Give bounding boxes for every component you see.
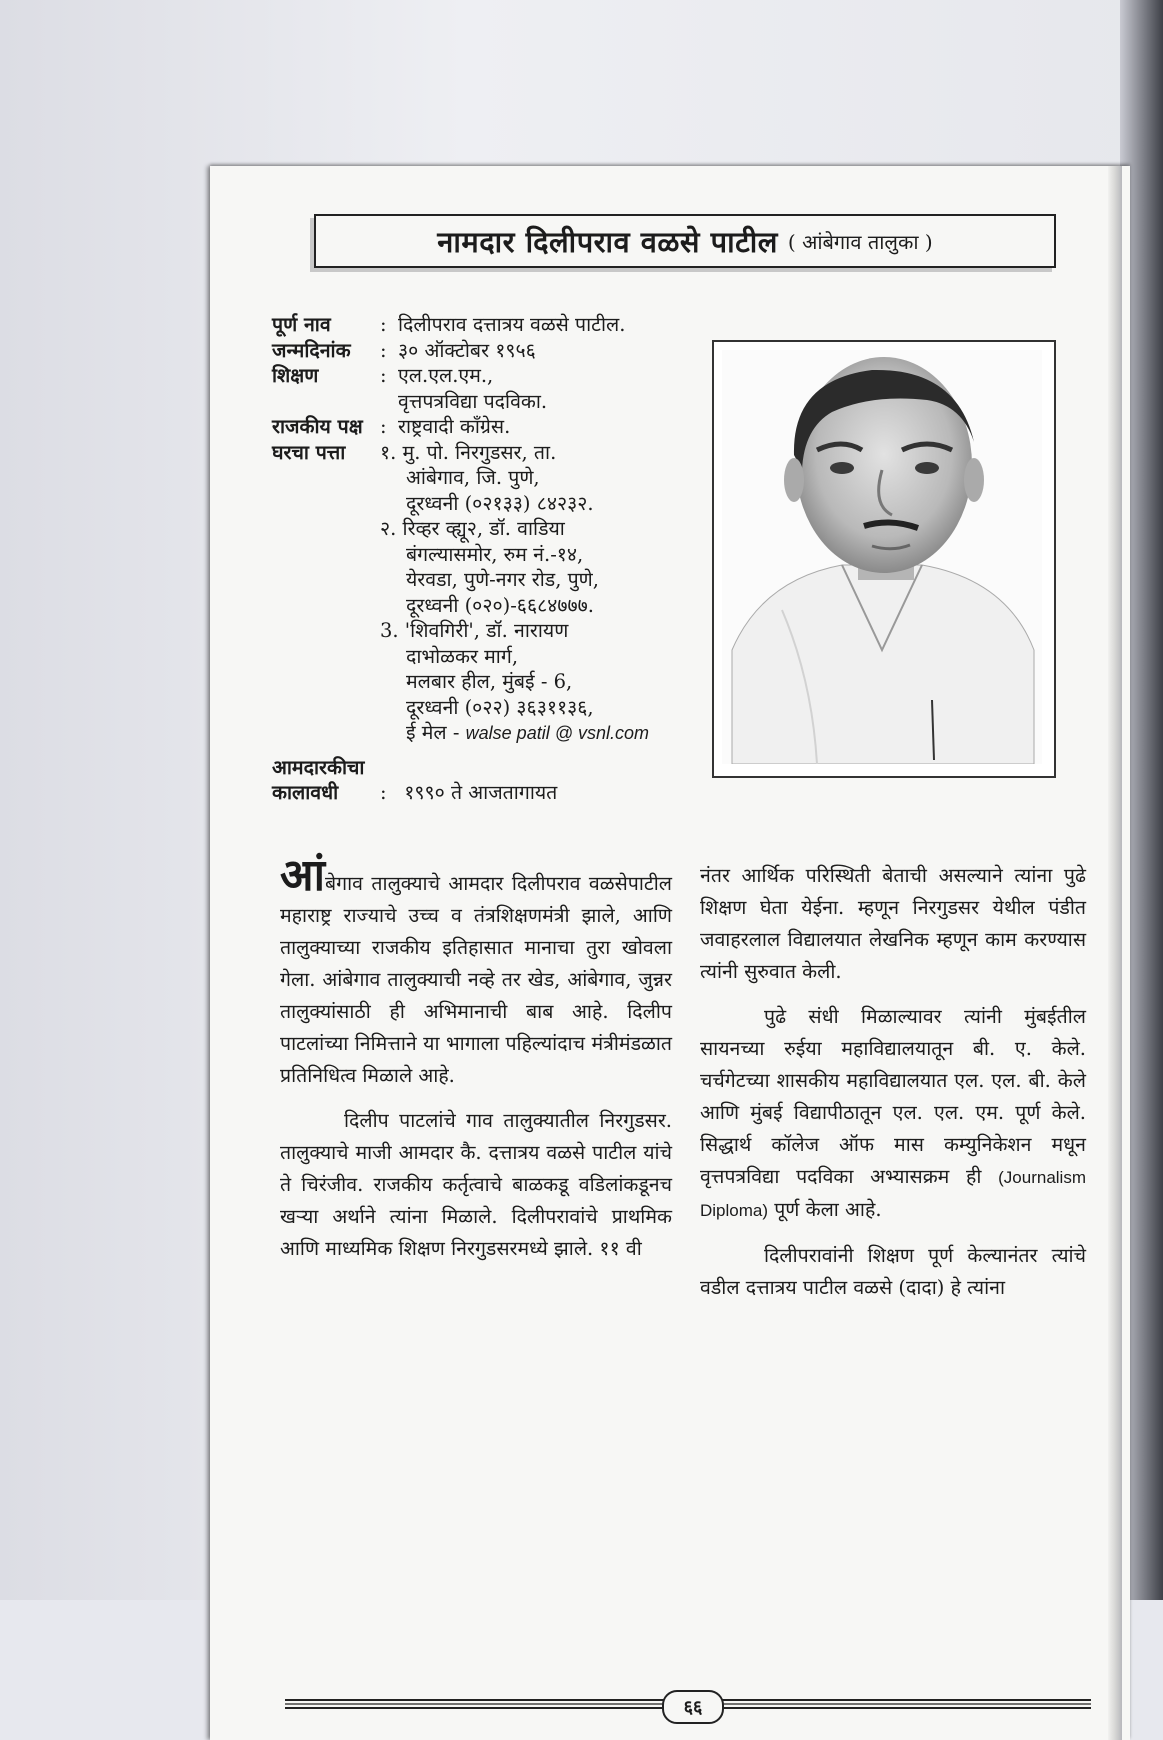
full-name-label: पूर्ण नाव bbox=[272, 313, 331, 336]
education-line-1: एल.एल.एम., bbox=[398, 364, 494, 387]
tenure-label-2: कालावधी bbox=[272, 781, 339, 804]
tenure-label-1: आमदारकीचा bbox=[272, 755, 365, 779]
address-line: मलबार हील, मुंबई - 6, bbox=[406, 670, 573, 693]
page-edge bbox=[1108, 166, 1122, 1740]
full-name-value: दिलीपराव दत्तात्रय वळसे पाटील. bbox=[398, 313, 626, 336]
page-number: ६६ bbox=[662, 1690, 724, 1724]
education-row: शिक्षण : एल.एल.एम., वृत्तपत्रविद्या पदविका. bbox=[272, 363, 712, 414]
address-label: घरचा पत्ता bbox=[272, 440, 346, 464]
birth-date-value: ३० ऑक्टोबर १९५६ bbox=[398, 338, 536, 362]
article-paragraph-5: दिलीपरावांनी शिक्षण पूर्ण केल्यानंतर त्यांचे वडील दत्तात्रय पाटील वळसे (दादा) हे त्यांना bbox=[700, 1244, 1086, 1299]
address-line: १. मु. पो. निरगुडसर, ता. bbox=[380, 440, 557, 464]
article-paragraph-4: पुढे संधी मिळाल्यावर त्यांनी मुंबईतील सायनच्या रुईया महाविद्यालयातून बी. ए. केले. चर्चगेटच्या शासकीय महाविद्यालयात एल. एल. बी. केले आणि मुंबई विद्यापीठातून एल. एल. एम. पूर्ण केले. सिद्धार्थ कॉलेज ऑफ मास कम्युनिकेशन मधून वृत्तपत्रविद्या पदविका अभ्यासक्रम ही (Journalism Diploma) पूर्ण केला आहे. bbox=[700, 1005, 1086, 1221]
birth-date-row: जन्मदिनांक : ३० ऑक्टोबर १९५६ bbox=[272, 338, 712, 364]
party-label: राजकीय पक्ष bbox=[272, 415, 363, 438]
address-line: येरवडा, पुणे-नगर रोड, पुणे, bbox=[406, 568, 599, 591]
tenure-row: आमदारकीचा कालावधी : १९९० ते आजतागायत bbox=[272, 755, 558, 804]
party-row: राजकीय पक्ष : राष्ट्रवादी काँग्रेस. bbox=[272, 414, 712, 440]
article-column-left bbox=[280, 850, 672, 1278]
article-paragraph-3: नंतर आर्थिक परिस्थिती बेताची असल्याने त्यांना पुढे शिक्षण घेता येईना. म्हणून निरगुडसर येथील पंडीत जवाहरलाल विद्यालयात लेखनिक म्हणून काम करण्यास त्यांनी सुरुवात केली. bbox=[700, 864, 1086, 983]
address-line: २. रिव्हर व्ह्यू२, डॉ. वाडिया bbox=[380, 517, 565, 540]
email-line bbox=[380, 720, 712, 747]
article-column-right bbox=[700, 860, 1086, 1317]
portrait-photo bbox=[712, 340, 1056, 778]
education-label: शिक्षण bbox=[272, 364, 319, 387]
tenure-value: १९९० ते आजतागायत bbox=[404, 780, 558, 804]
address-line: दूरध्वनी (०२०)-६६८४७७७. bbox=[406, 593, 594, 617]
education-line-2: वृत्तपत्रविद्या पदविका. bbox=[398, 389, 548, 413]
full-name-row: पूर्ण नाव : दिलीपराव दत्तात्रय वळसे पाटील. bbox=[272, 312, 712, 338]
address-line: दूरध्वनी (०२२) ३६३११३६, bbox=[406, 695, 594, 719]
address-line: 3. 'शिवगिरी', डॉ. नारायण bbox=[380, 619, 569, 642]
page-subtitle: ( आंबेगाव तालुका ) bbox=[787, 229, 933, 254]
address-line: आंबेगाव, जि. पुणे, bbox=[406, 466, 540, 489]
address-line: बंगल्यासमोर, रुम नं.-१४, bbox=[406, 542, 584, 566]
article-paragraph-2: दिलीप पाटलांचे गाव तालुक्यातील निरगुडसर. तालुक्याचे माजी आमदार कै. दत्तात्रय वळसे पाटील यांचे ते चिरंजीव. राजकीय कर्तृत्वाचे बाळकडू वडिलांकडूनच खऱ्या अर्थाने त्यांना मिळाले. दिलीपरावांचे प्राथमिक आणि माध्यमिक शिक्षण निरगुडसरमध्ये झाले. ११ वी bbox=[280, 1109, 672, 1260]
article-paragraph-1: आंबेगाव तालुक्याचे आमदार दिलीपराव वळसेपाटील महाराष्ट्र राज्याचे उच्च व तंत्रशिक्षणमंत्री झाले, आणि तालुक्याच्या राजकीय इतिहासात मानाचा तुरा खोवला गेला. आंबेगाव तालुक्याची नव्हे तर खेड, आंबेगाव, जुन्नर तालुक्यांसाठी ही अभिमानाची बाब आहे. दिलीप पाटलांच्या निमित्ताने या भागाला पहिल्यांदाच मंत्रीमंडळात प्रतिनिधित्व मिळाले आहे. bbox=[280, 850, 672, 1087]
portrait-image bbox=[722, 350, 1042, 764]
address-line: दूरध्वनी (०२१३३) ८४२३२. bbox=[406, 491, 594, 515]
party-value: राष्ट्रवादी काँग्रेस. bbox=[398, 415, 511, 438]
drop-cap: आं bbox=[280, 850, 325, 901]
page-title-box bbox=[314, 214, 1056, 268]
page-title: नामदार दिलीपराव वळसे पाटील bbox=[437, 224, 778, 259]
birth-date-label: जन्मदिनांक bbox=[272, 338, 351, 362]
email-prefix: ई मेल - bbox=[406, 721, 466, 744]
address-row bbox=[272, 440, 712, 747]
profile-info bbox=[272, 312, 712, 806]
address-line: दाभोळकर मार्ग, bbox=[406, 644, 519, 668]
email-address: walse patil @ vsnl.com bbox=[465, 723, 649, 743]
